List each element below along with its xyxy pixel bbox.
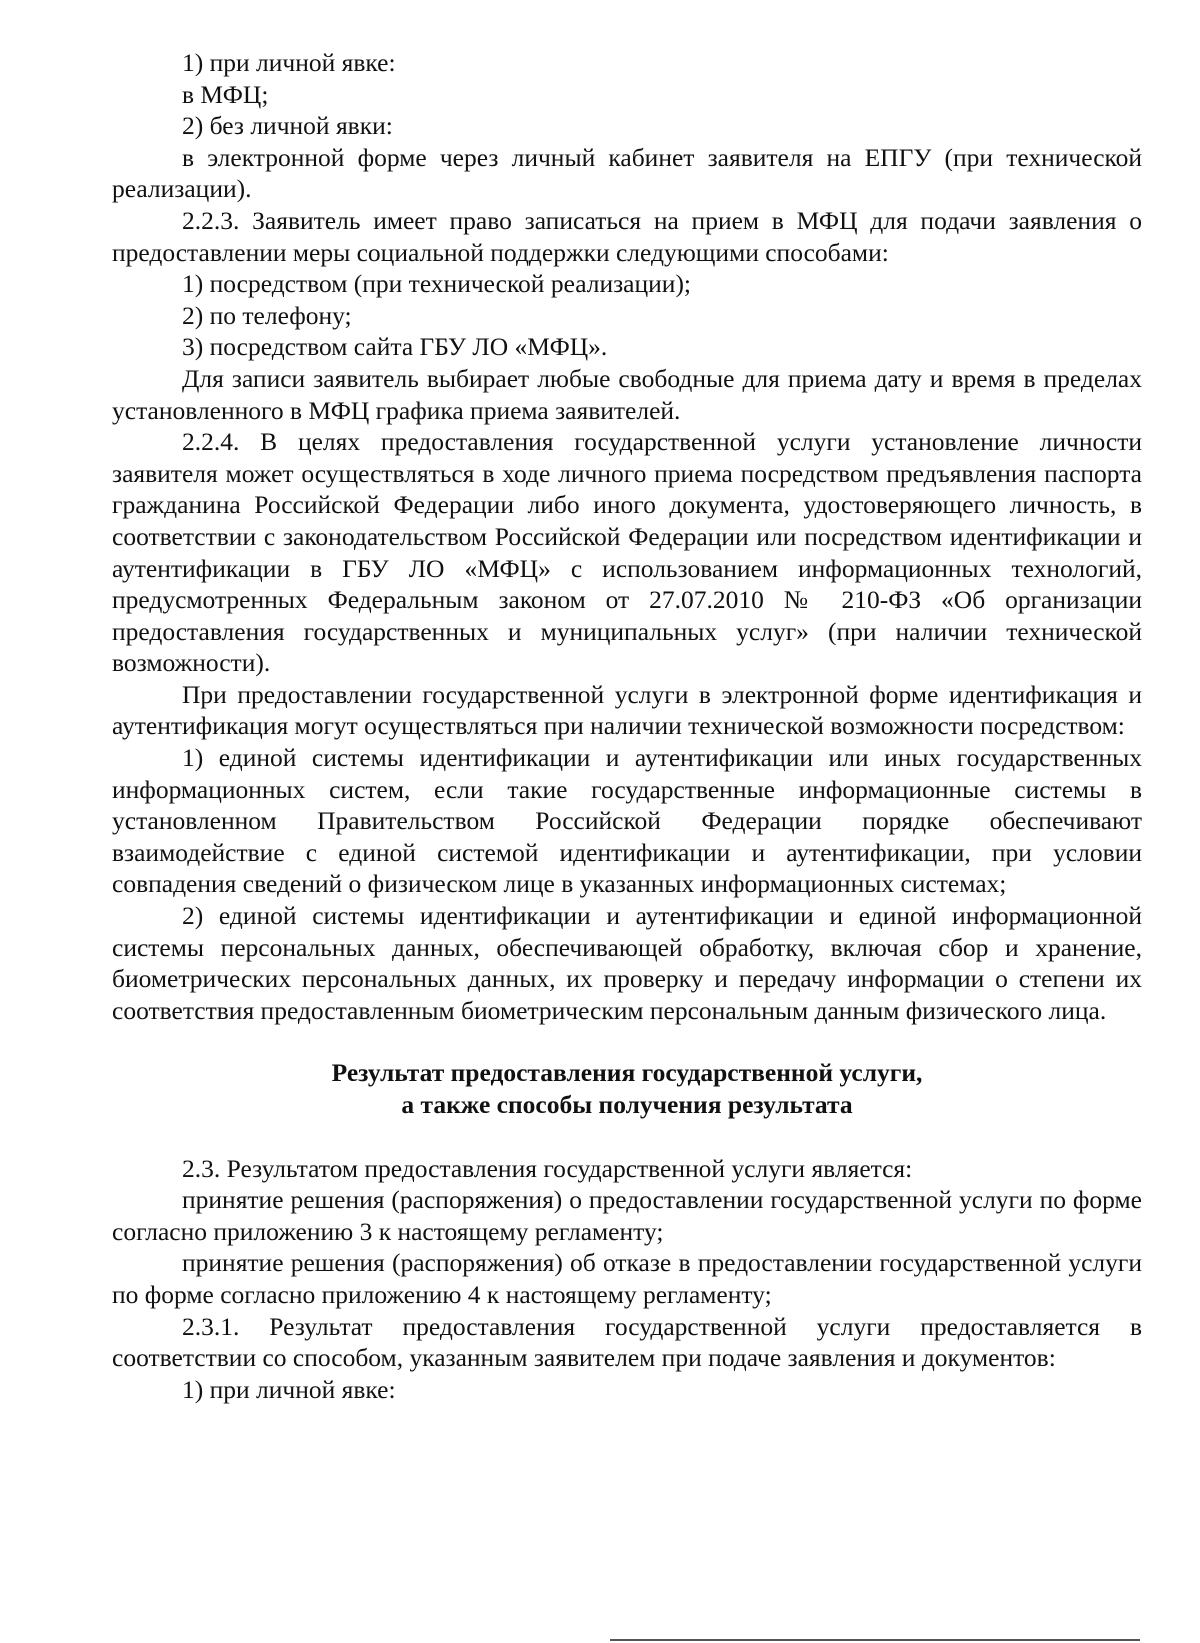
paragraph-without-visit: 2) без личной явки: <box>182 111 393 141</box>
paragraph-method-2: 2) по телефону; <box>182 300 352 330</box>
paragraph-method-1: 1) посредством (при технической реализации); <box>182 269 692 299</box>
section-heading-line-2: а также способы получения результата <box>401 1090 853 1119</box>
paragraph-result-grant: принятие решения (распоряжения) о предоставлении государственной услуги по форме согласно приложению 3 к настоящему регламенту; <box>112 1185 1142 1246</box>
paragraph-appointment: Для записи заявитель выбирает любые свободные для приема дату и время в пределах установленного в МФЦ графика приема заявителей. <box>112 363 1142 425</box>
paragraph-2-3-1: 2.3.1. Результат предоставления государственной услуги предоставляется в соответствии со способом, указанным заявителем при подаче заявления и документов: <box>112 1311 1142 1373</box>
paragraph-mfc: в МФЦ; <box>182 79 269 109</box>
paragraph-result-refusal: принятие решения (распоряжения) об отказе в предоставлении государственной услуги по форме согласно приложению 4 к настоящему регламенту; <box>112 1248 1142 1309</box>
paragraph-electronic-identification: При предоставлении государственной услуги в электронной форме идентификация и аутентификация могут осуществляться при наличии технической возможности посредством: <box>112 679 1142 741</box>
section-heading-line-1: Результат предоставления государственной услуги, <box>331 1058 923 1088</box>
paragraph-method-3: 3) посредством сайта ГБУ ЛО «МФЦ». <box>182 332 608 362</box>
paragraph-2-2-4: 2.2.4. В целях предоставления государственной услуги установление личности заявителя может осуществляться в ходе личного приема посредством предъявления паспорта гражданина Российской Федерации либо иного документа, удостоверяющего личность, в соответствии с законодательством Российской Федерации или посредством идентификации и аутентификации в ГБУ ЛО «МФЦ» с использованием информационных технологий, предусмотренных Федеральным законом от 27.07.2010 № 210-ФЗ «Об организации предоставления государственных и муниципальных услуг» (при наличии технической возможности). <box>112 427 1142 678</box>
paragraph-personal-visit: 1) при личной явке: <box>182 48 396 77</box>
paragraph-electronic-form: в электронной форме через личный кабинет заявителя на ЕПГУ (при технической реализации). <box>112 142 1142 204</box>
document-page <box>112 47 1142 1405</box>
paragraph-2-2-3: 2.2.3. Заявитель имеет право записаться на прием в МФЦ для подачи заявления о предоставлении меры социальной поддержки следующими способами: <box>112 205 1142 267</box>
paragraph-personal-visit-result: 1) при личной явке: <box>182 1374 396 1404</box>
paragraph-identification-2: 2) единой системы идентификации и аутентификации и единой информационной системы персональных данных, обеспечивающей обработку, включая сбор и хранение, биометрических персональных данных, их проверку и передачу информации о степени их соответствия предоставленным биометрическим персональным данным физического лица. <box>112 901 1142 1025</box>
paragraph-2-3: 2.3. Результатом предоставления государственной услуги является: <box>182 1153 913 1183</box>
paragraph-identification-1: 1) единой системы идентификации и аутентификации или иных государственных информационных систем, если такие государственные информационные системы в установленном Правительством Российской Федерации порядке обеспечивают взаимодействие с единой системой идентификации и аутентификации, при условии совпадения сведений о физическом лице в указанных информационных системах; <box>112 743 1142 899</box>
scan-bottom-edge <box>610 1639 1140 1641</box>
section-heading <box>112 1057 1142 1120</box>
